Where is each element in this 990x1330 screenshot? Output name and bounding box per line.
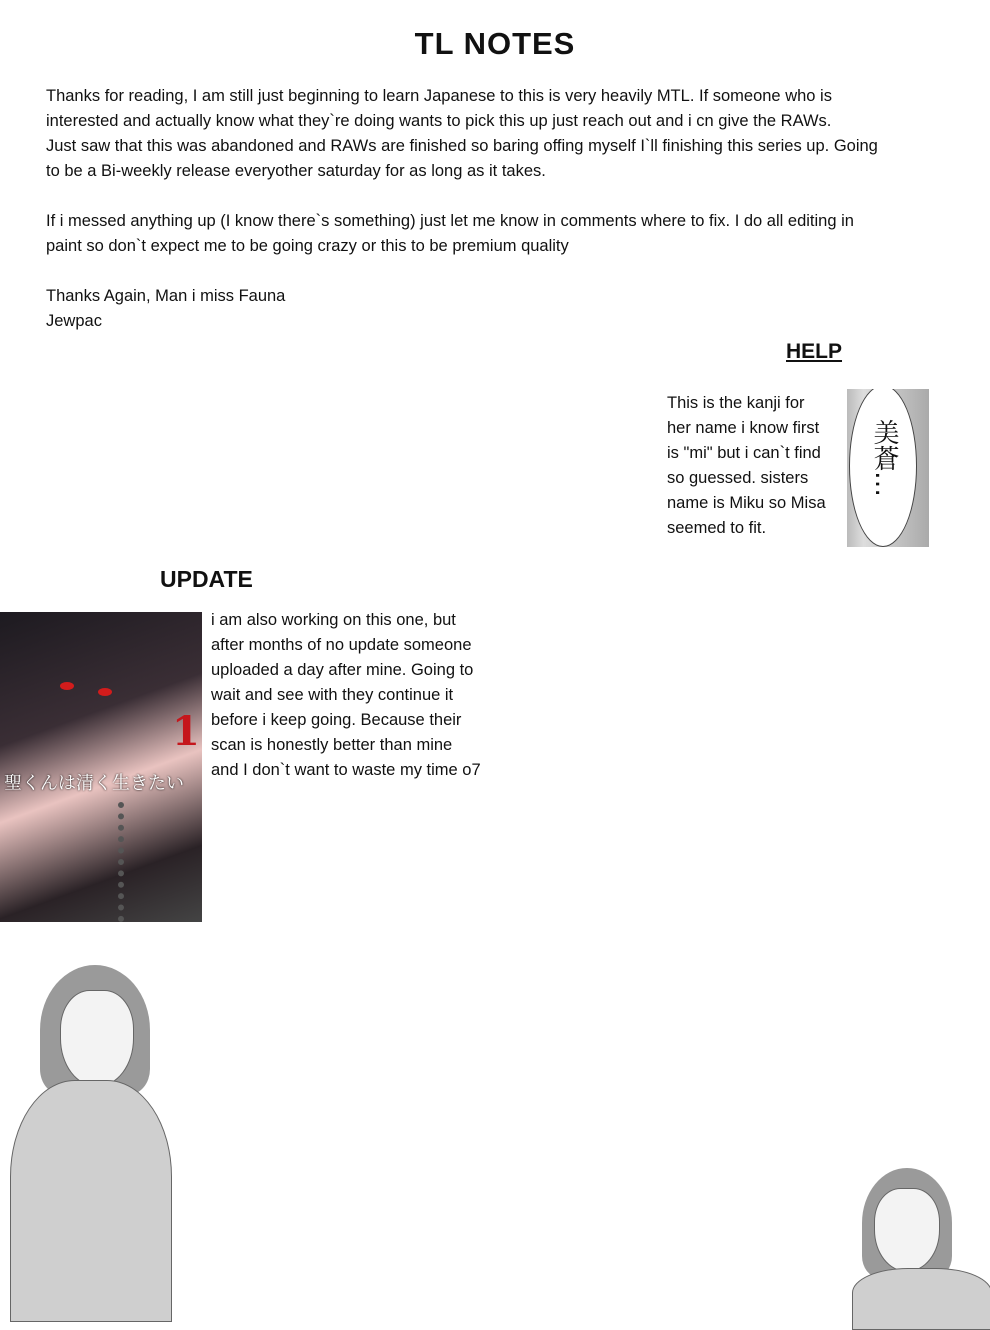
cover-chain	[118, 802, 146, 922]
cover-eye	[60, 682, 74, 690]
cover-title: 聖くんは清く生きたい	[4, 773, 184, 794]
character-illustration-right	[852, 1168, 990, 1320]
notes-paragraph-1: Thanks for reading, I am still just beginning to learn Japanese to this is very heavily MTL. If someone who is interested and actually know what they`re doing wants to pick this up just reach out and i cn give the RAWs. Just saw that this was abandoned and RAWs are finished so baring offing myself I`ll finishing this series up. Going to be a Bi-weekly release everyother saturday for as long as it takes.	[46, 87, 878, 180]
notes-signoff: Thanks Again, Man i miss Fauna Jewpac	[46, 287, 286, 330]
speech-bubble-image	[847, 389, 929, 547]
help-heading: HELP	[786, 340, 843, 363]
cover-eye	[98, 688, 112, 696]
kanji-name: 美蒼…	[869, 419, 899, 497]
update-heading: UPDATE	[160, 566, 253, 592]
cover-volume: 1	[172, 708, 200, 755]
help-text: This is the kanji for her name i know first is "mi" but i can`t find so guessed. sisters name is Miku so Misa seemed to fit.	[667, 394, 826, 537]
page-title: TL NOTES	[414, 26, 576, 61]
update-text: i am also working on this one, but after months of no update someone uploaded a day after mine. Going to wait and see with they continue it before i keep going. Because their scan is honestly better than mine and I don`t want to waste my time o7	[211, 611, 481, 779]
character-illustration-left	[0, 965, 180, 1320]
notes-section	[46, 84, 946, 359]
manga-cover-image	[0, 612, 202, 922]
notes-paragraph-2: If i messed anything up (I know there`s something) just let me know in comments where to fix. I do all editing in paint so don`t expect me to be going crazy or this to be premium quality	[46, 212, 854, 255]
